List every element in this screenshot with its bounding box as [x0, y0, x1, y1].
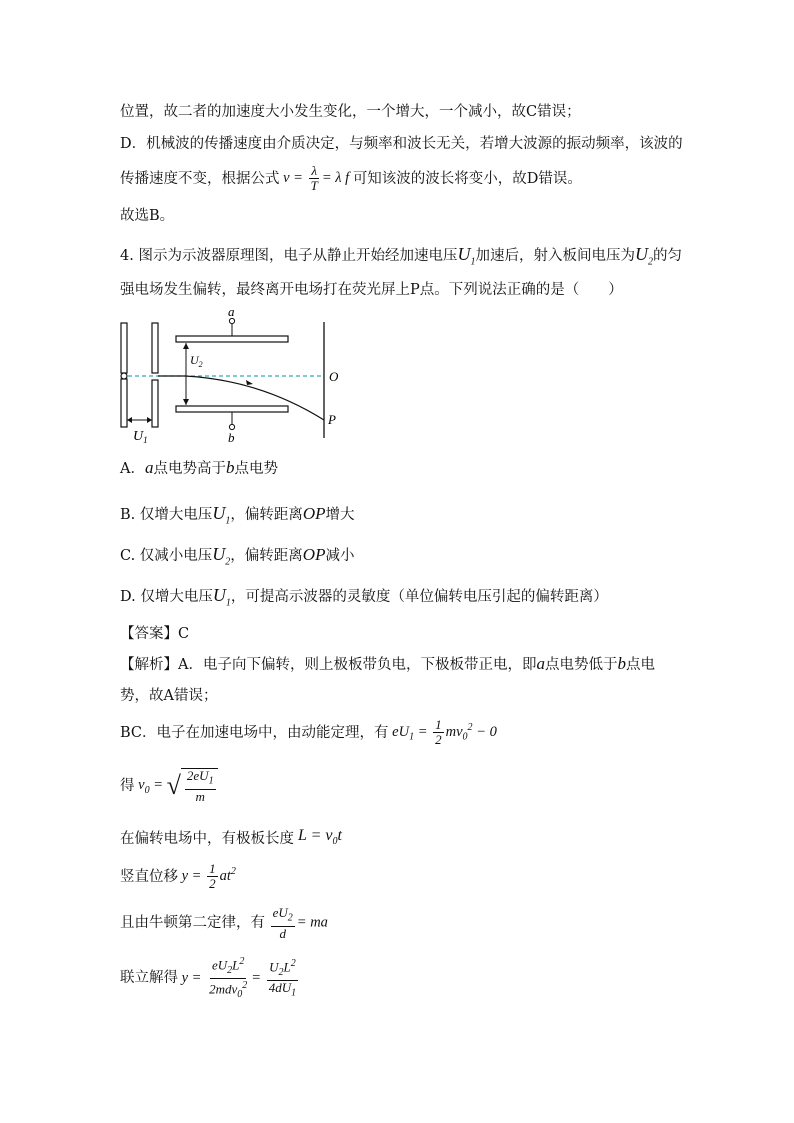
formula-displacement: y = $\frac{1}{2}$ $at^2$ — [178, 861, 236, 891]
analysis-text-1c: 点电 — [625, 657, 655, 673]
text-line-1: 位置，故二者的加速度大小发生变化，一个增大，一个减小，故C错误； — [120, 104, 581, 120]
analysis-vy-text: 竖直位移 — [120, 868, 178, 885]
q4-U2: $U_2$ — [634, 244, 653, 268]
option-D-U1: $U_1$ — [212, 585, 231, 609]
accel-plate-left-bottom — [121, 379, 127, 427]
option-B-U1: $U_1$ — [212, 503, 231, 527]
option-A-b: b — [225, 458, 235, 477]
electron-source — [121, 373, 127, 379]
option-D — [120, 585, 608, 614]
analysis-v0-line — [120, 768, 218, 804]
text-line-3b: 可知该波的波长将变小，故D错误。 — [352, 170, 582, 187]
option-B-OP: OP — [302, 504, 326, 523]
text-line-2: D．机械波的传播速度由介质决定，与频率和波长无关，若增大波源的振动频率，该波的 — [120, 136, 683, 152]
option-A-text2: 点电势 — [234, 461, 278, 477]
analysis-length-line — [120, 826, 342, 852]
option-B — [120, 503, 355, 532]
analysis-bc-text: BC．电子在加速电场中，由动能定理，有 — [120, 724, 389, 741]
analysis-line-2: 势，故A错误； — [120, 688, 218, 704]
question-4-line-2: 强电场发生偏转，最终离开电场打在荧光屏上P点。下列说法正确的是（ ） — [120, 282, 623, 298]
text-line-4: 故选B。 — [120, 208, 175, 224]
formula-newton: $\frac{eU_2}{d}$ = ma — [272, 905, 328, 941]
analysis-line-1 — [120, 654, 655, 675]
option-C — [120, 544, 354, 573]
text-line-3a: 传播速度不变，根据公式 — [120, 170, 280, 187]
q4-U1: $U_1$ — [457, 244, 476, 268]
q4-text-c: 的匀 — [652, 248, 682, 264]
analysis-BC-line — [120, 718, 497, 748]
formula-wave-speed: v = $\frac{\lambda}{T}$ = λ f — [279, 163, 353, 193]
analysis-de-text: 得 — [120, 777, 135, 794]
formula-v0: $v_0$ = √ $\frac{2eU_1}{m}$ — [135, 768, 218, 804]
analysis-b: b — [617, 654, 626, 673]
option-C-prefix: C. 仅减小电压 — [120, 548, 213, 564]
option-C-text2: 减小 — [325, 548, 355, 564]
analysis-newton-line — [120, 906, 328, 941]
option-A-prefix: A． — [120, 461, 145, 477]
formula-kinetic-energy: $eU_1$ = $\frac{1}{2}$ $mv_0^2 - 0$ — [388, 717, 497, 747]
terminal-a — [229, 318, 234, 323]
accel-plate-left-top — [121, 323, 127, 373]
option-B-text2: 增大 — [325, 507, 355, 523]
analysis-a: a — [536, 654, 545, 673]
answer-line: 【答案】C — [120, 626, 190, 642]
option-B-prefix: B. 仅增大电压 — [120, 507, 213, 523]
U1-label: $U_1$ — [133, 429, 148, 445]
analysis-pl-text: 在偏转电场中，有极板长度 — [120, 831, 294, 848]
trajectory-arrow — [246, 380, 253, 385]
terminal-b — [229, 424, 234, 429]
accel-plate-right-bottom — [152, 380, 158, 427]
oscilloscope-diagram — [110, 308, 350, 448]
formula-solution: y = $\frac{eU_2L^2}{2mdv_0^2}$ = $\frac{U_2L^2}{4dU_1}$ — [178, 956, 297, 1000]
deflect-plate-top — [176, 336, 288, 342]
option-D-text: ，可提高示波器的灵敏度（单位偏转电压引起的偏转距离） — [230, 589, 608, 605]
option-C-U2: $U_2$ — [212, 544, 231, 568]
option-A-a: a — [144, 458, 154, 477]
formula-length: $L = v_0t$ — [294, 827, 342, 848]
accel-plate-right-top — [152, 323, 158, 373]
analysis-solution-line — [120, 955, 300, 1002]
option-A — [120, 458, 278, 479]
analysis-nw-text: 且由牛顿第二定律，有 — [120, 915, 265, 932]
U2-label: $U_2$ — [190, 353, 203, 369]
analysis-sol-text: 联立解得 — [120, 970, 178, 987]
q4-text-a: 4. 图示为示波器原理图，电子从静止开始经加速电压 — [120, 248, 458, 264]
option-B-text: ，偏转距离 — [230, 507, 303, 523]
option-C-text: ，偏转距离 — [230, 548, 303, 564]
label-b: b — [228, 430, 235, 445]
analysis-text-1: 【解析】A．电子向下偏转，则上极板带负电，下极板带正电，即 — [120, 657, 537, 673]
analysis-text-1b: 点电势低于 — [544, 657, 618, 673]
option-D-prefix: D. 仅增大电压 — [120, 589, 213, 605]
label-a: a — [228, 308, 235, 319]
option-A-text: 点电势高于 — [153, 461, 226, 477]
label-P: P — [328, 412, 336, 427]
electron-trajectory — [158, 376, 324, 420]
q4-text-b: 加速后，射入板间电压为 — [475, 248, 635, 264]
option-C-OP: OP — [302, 545, 326, 564]
analysis-displacement-line — [120, 862, 236, 891]
label-O: O — [329, 369, 339, 384]
deflect-plate-bottom — [176, 406, 288, 412]
question-4-line-1 — [120, 244, 682, 273]
text-line-3 — [120, 164, 582, 193]
